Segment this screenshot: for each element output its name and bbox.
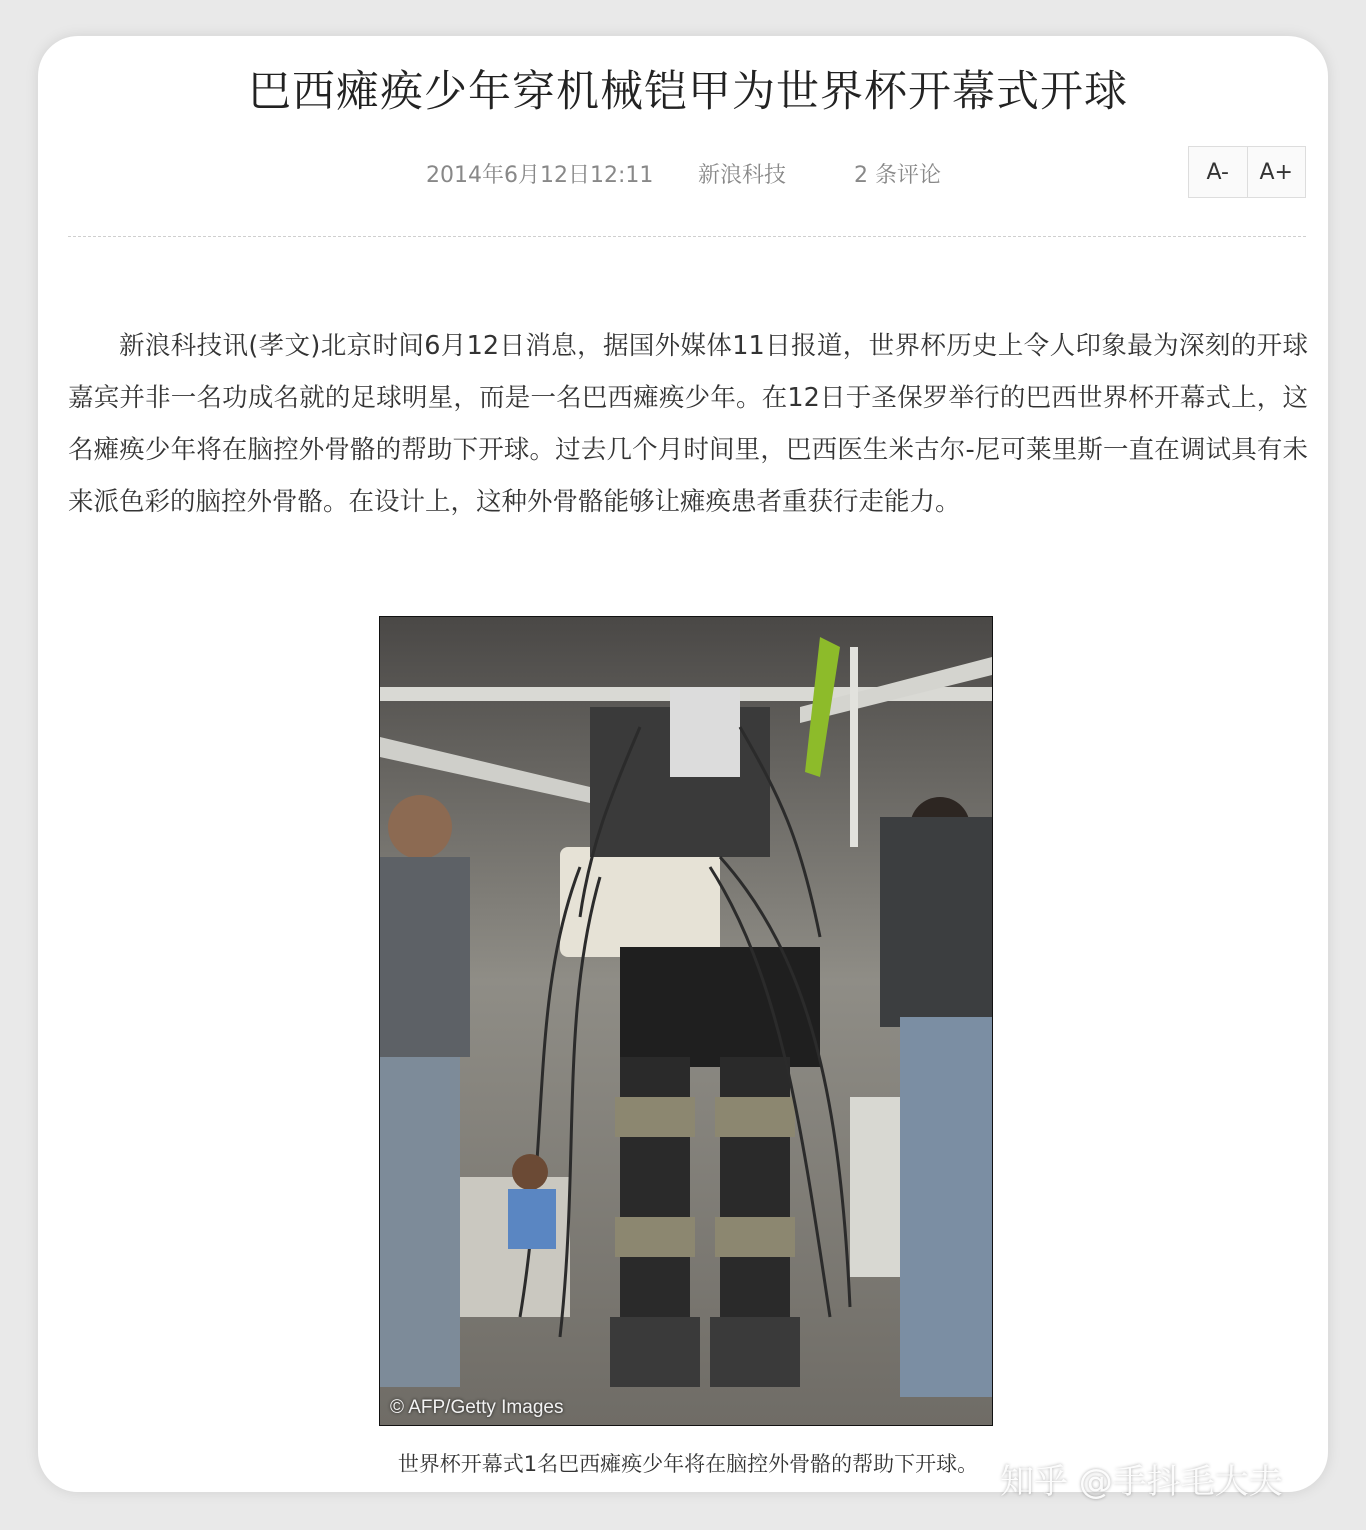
font-decrease-button[interactable]: A- xyxy=(1206,159,1229,185)
image-credit: © AFP/Getty Images xyxy=(390,1397,564,1418)
image-caption: 世界杯开幕式1名巴西瘫痪少年将在脑控外骨骼的帮助下开球。 xyxy=(397,1452,979,1476)
article-meta xyxy=(38,156,1328,190)
exoskeleton-photo-illustration xyxy=(380,617,992,1425)
comments-link[interactable]: 2 条评论 xyxy=(854,163,941,188)
article-card xyxy=(38,36,1328,1492)
article-title: 巴西瘫痪少年穿机械铠甲为世界杯开幕式开球 xyxy=(248,67,1128,117)
font-increase-button[interactable]: A+ xyxy=(1247,147,1306,197)
article-body: 新浪科技讯(孝文)北京时间6月12日消息，据国外媒体11日报道，世界杯历史上令人印象最为深刻的开球嘉宾并非一名功成名就的足球明星，而是一名巴西瘫痪少年。在12日于圣保罗举行的巴西世界杯开幕式上，这名瘫痪少年将在脑控外骨骼的帮助下开球。过去几个月时间里，巴西医生米古尔-尼可莱里斯一直在调试具有未来派色彩的脑控外骨骼。在设计上，这种外骨骼能够让瘫痪患者重获行走能力。 xyxy=(68,331,1308,517)
header-divider xyxy=(68,236,1306,237)
publish-date: 2014年6月12日12:11 xyxy=(426,163,654,188)
watermark: 知乎 @手抖毛大夫 xyxy=(1000,1462,1283,1502)
article-photo xyxy=(379,616,993,1426)
font-size-controls xyxy=(1188,146,1306,198)
article-source[interactable]: 新浪科技 xyxy=(698,163,787,188)
